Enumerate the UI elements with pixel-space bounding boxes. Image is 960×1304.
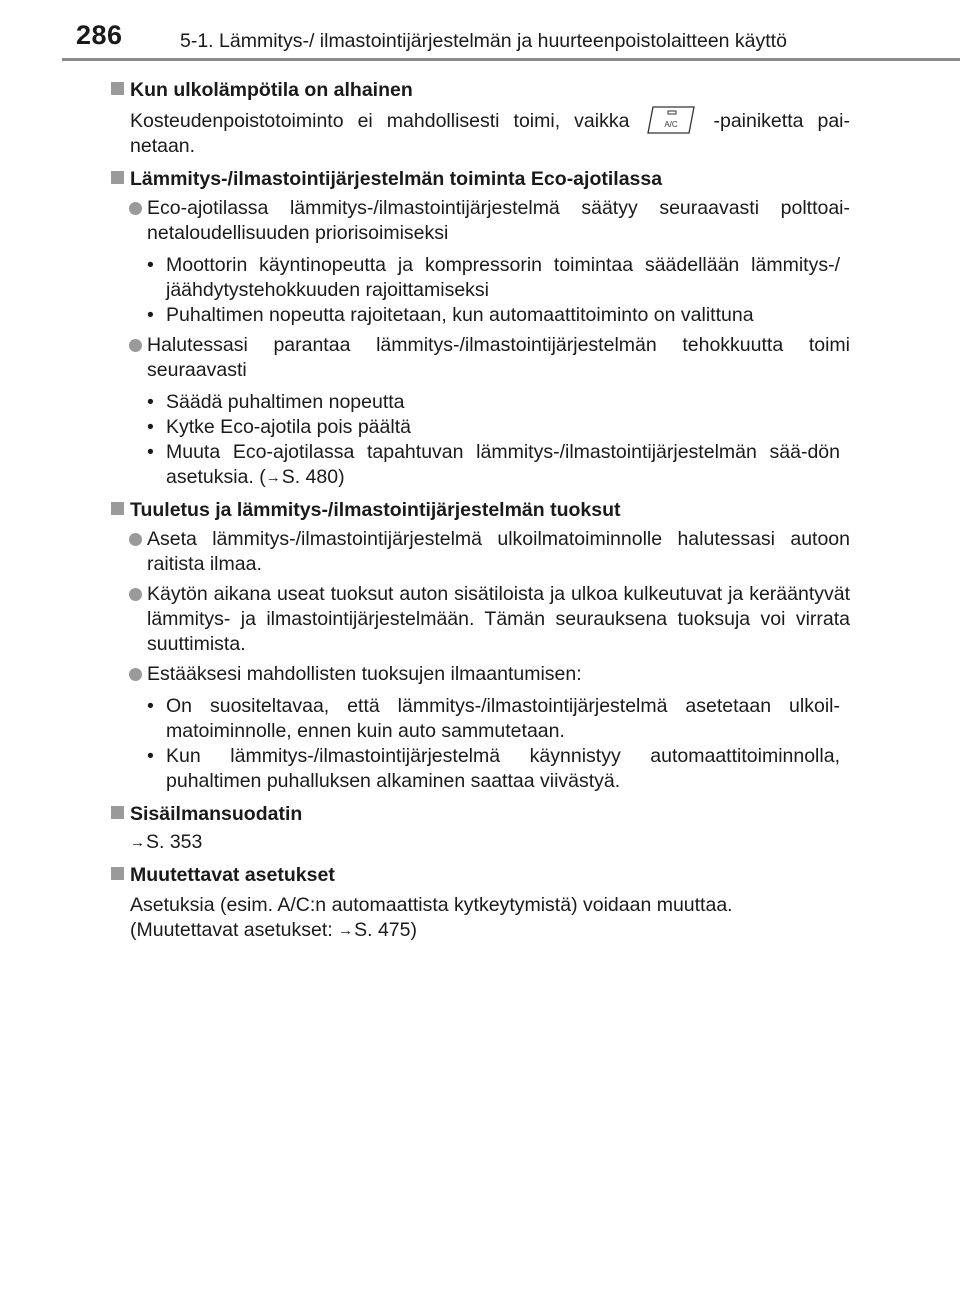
- page-reference-link[interactable]: S. 475): [354, 919, 417, 941]
- dot-item: [110, 333, 850, 383]
- dot-item-text: Käytön aikana useat tuoksut auton sisätiloista ja ulkoa kulkeutuvat ja kerääntyvät lämmitys- ja ilmastointijärjestelmään. Tämän seurauksena tuoksuja voi virrata suuttimista.: [147, 583, 850, 655]
- bullet-icon: •: [147, 745, 154, 767]
- heading-text: Tuuletus ja lämmitys-/ilmastointijärjestelmän tuoksut: [130, 499, 621, 521]
- ac-button-label: A/C: [664, 120, 679, 129]
- page-reference-link[interactable]: S. 353: [146, 831, 203, 853]
- list-item-text: Säädä puhaltimen nopeutta: [166, 391, 405, 413]
- heading-text: Sisäilmansuodatin: [130, 803, 303, 825]
- square-bullet-icon: [111, 502, 124, 515]
- bullet-icon: •: [147, 416, 154, 438]
- arrow-right-icon: →: [265, 469, 281, 486]
- section-heading-eco-mode: [110, 167, 850, 191]
- dot-item: [110, 527, 850, 577]
- section-heading-low-temperature: [110, 78, 850, 102]
- circle-bullet-icon: [129, 668, 142, 681]
- heading-text: Muutettavat asetukset: [130, 864, 335, 886]
- paragraph-dehumidify: [110, 106, 850, 159]
- bullet-icon: •: [147, 254, 154, 276]
- list-item: [147, 694, 840, 744]
- heading-text: Kun ulkolämpötila on alhainen: [130, 79, 413, 101]
- section-heading-ventilation-odors: [110, 498, 850, 522]
- page-number: 286: [76, 20, 123, 50]
- dot-item: [110, 582, 850, 657]
- list-item-text: Muuta Eco-ajotilassa tapahtuvan lämmitys-/ilmastointijärjestelmän sää-dön asetuksia. (: [166, 441, 840, 488]
- dot-item: [110, 196, 850, 246]
- section-heading-customizable-settings: [110, 863, 850, 887]
- ac-button-icon: [647, 106, 695, 134]
- list-item-text: Puhaltimen nopeutta rajoitetaan, kun automaattitoiminto on valittuna: [166, 304, 754, 326]
- section-heading-cabin-filter: [110, 802, 850, 826]
- square-bullet-icon: [111, 171, 124, 184]
- dot-item-text: Estääksesi mahdollisten tuoksujen ilmaantumisen:: [147, 663, 582, 685]
- list-item-text: Moottorin käyntinopeutta ja kompressorin toimintaa säädellään lämmitys-/ jäähdytystehokkuuden rajoittamiseksi: [166, 254, 840, 301]
- list-item: [147, 744, 840, 794]
- page-reference-line: [110, 830, 850, 855]
- bullet-list: [110, 253, 850, 328]
- square-bullet-icon: [111, 82, 124, 95]
- page-content: [110, 70, 850, 943]
- paragraph-text-ref: [130, 918, 850, 943]
- circle-bullet-icon: [129, 533, 142, 546]
- arrow-right-icon: →: [338, 922, 354, 939]
- paragraph-text: (Muutettavat asetukset:: [130, 919, 339, 941]
- chapter-title: 5-1. Lämmitys-/ ilmastointijärjestelmän ja huurteenpoistolaitteen käyttö: [180, 30, 787, 52]
- bullet-icon: •: [147, 304, 154, 326]
- list-item-text: Kun lämmitys-/ilmastointijärjestelmä käynnistyy automaattitoiminnolla, puhaltimen puhalluksen alkaminen saattaa viivästyä.: [166, 745, 840, 792]
- dot-item: [110, 662, 850, 687]
- page-header: [0, 0, 960, 70]
- page-reference-link[interactable]: S. 480): [281, 466, 345, 488]
- circle-bullet-icon: [129, 339, 142, 352]
- list-item-text: Kytke Eco-ajotila pois päältä: [166, 416, 411, 438]
- bullet-icon: •: [147, 391, 154, 413]
- list-item-text: On suositeltavaa, että lämmitys-/ilmastointijärjestelmä asetetaan ulkoil-matoiminnolle, ennen kuin auto sammutetaan.: [166, 695, 840, 742]
- square-bullet-icon: [111, 867, 124, 880]
- bullet-icon: •: [147, 441, 154, 463]
- dot-item-text: Halutessasi parantaa lämmitys-/ilmastointijärjestelmän tehokkuutta toimi seuraavasti: [147, 334, 850, 381]
- list-item: [147, 440, 840, 490]
- bullet-list: [110, 694, 850, 794]
- list-item: [147, 253, 840, 303]
- bullet-icon: •: [147, 695, 154, 717]
- heading-text: Lämmitys-/ilmastointijärjestelmän toiminta Eco-ajotilassa: [130, 168, 663, 190]
- dot-item-text: Aseta lämmitys-/ilmastointijärjestelmä ulkoilmatoiminnolle halutessasi autoon raitista ilmaa.: [147, 528, 850, 575]
- list-item: [147, 303, 840, 328]
- square-bullet-icon: [111, 806, 124, 819]
- dot-item-text: Eco-ajotilassa lämmitys-/ilmastointijärjestelmä säätyy seuraavasti polttoai-netaloudellisuuden priorisoimiseksi: [147, 197, 850, 244]
- circle-bullet-icon: [129, 588, 142, 601]
- list-item: [147, 415, 840, 440]
- paragraph-settings: [110, 893, 850, 943]
- header-divider: [62, 58, 960, 61]
- list-item: [147, 390, 840, 415]
- arrow-right-icon: →: [130, 834, 145, 851]
- paragraph-text: -painiketta pai-netaan.: [130, 110, 850, 157]
- paragraph-text: Asetuksia (esim. A/C:n automaattista kytkeytymistä) voidaan muuttaa.: [130, 894, 733, 916]
- circle-bullet-icon: [129, 202, 142, 215]
- paragraph-text: Kosteudenpoistotoiminto ei mahdollisesti toimi, vaikka: [130, 110, 630, 132]
- bullet-list: [110, 390, 850, 490]
